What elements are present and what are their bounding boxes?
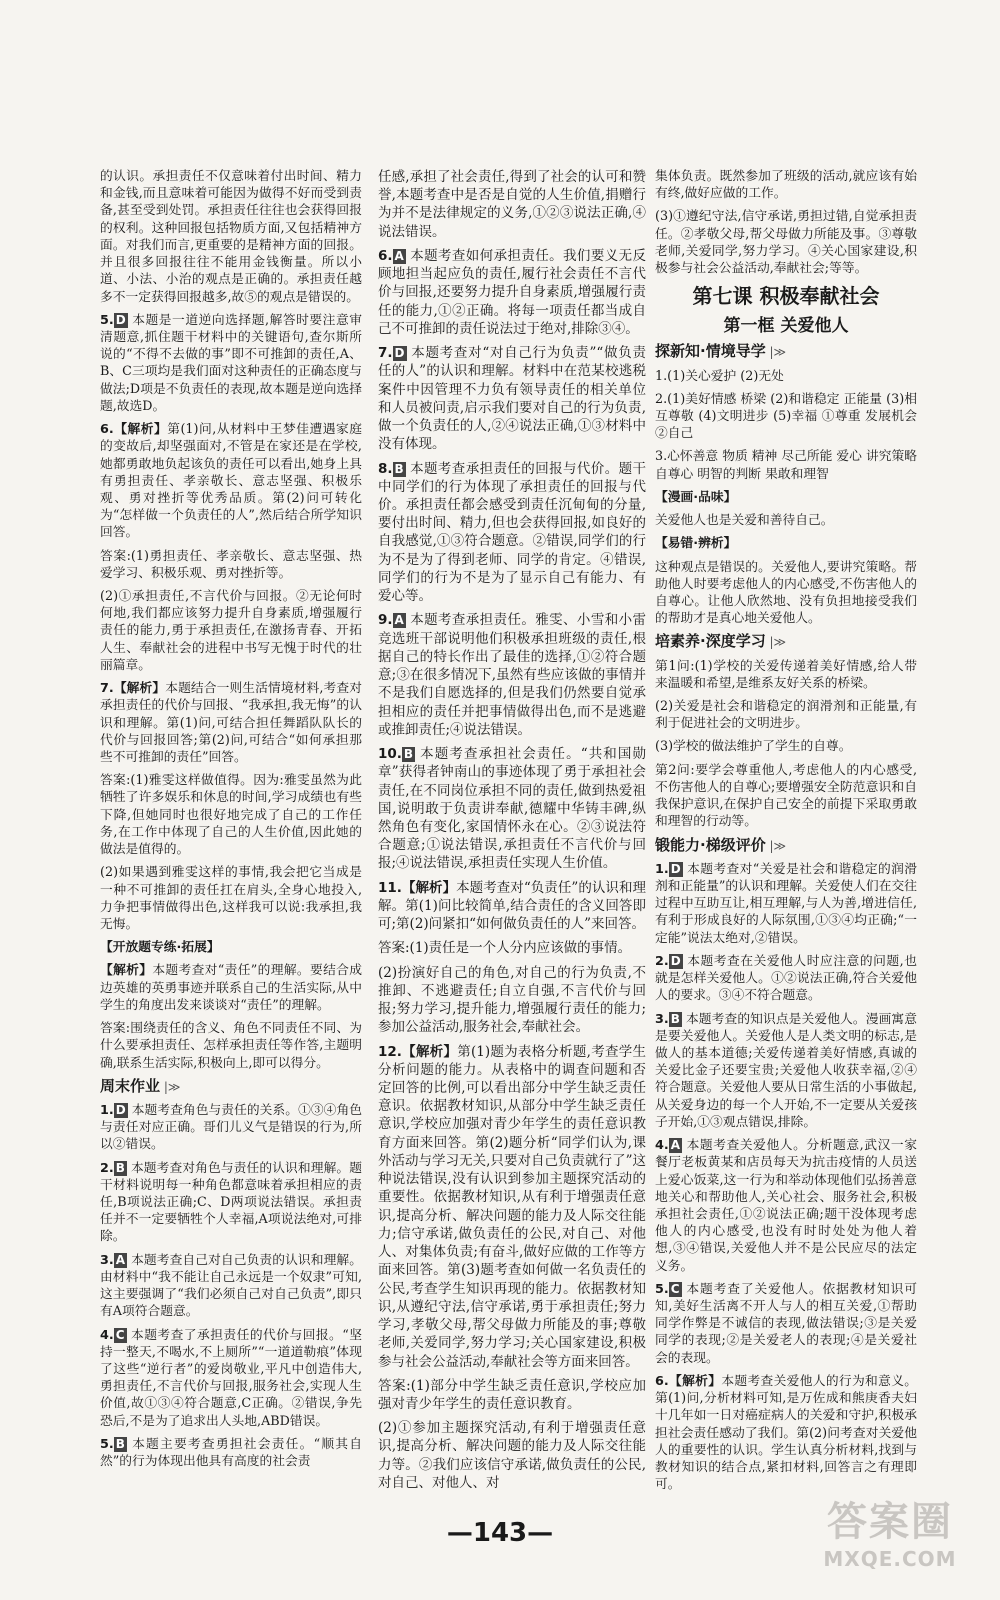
paragraph: 答案:围绕责任的含义、角色不同责任不同、为什么要承担责任、怎样承担责任等作答,主题明确,联系生活实际,积极向上,即可以得分。: [100, 1021, 362, 1071]
answer-letter-badge: C: [670, 1281, 680, 1296]
question-number: 4.: [100, 1327, 114, 1343]
answer-item: [378, 1043, 646, 1371]
question-number: 6.: [378, 247, 393, 264]
question-number: 5.: [100, 1436, 114, 1452]
paragraph: (2)①承担责任,不言代价与回报。②无论何时何地,我们都应该努力提升自身素质,增强履行责任的能力,勇于承担责任,在激扬青春、开拓人生、奉献社会的进程中书写无愧于时代的壮丽篇章。: [100, 589, 362, 673]
question-number: 10.: [378, 746, 402, 763]
answer-text: 本题考查了承担责任的代价与回报。“坚持一整天,不喝水,不上厕所”“一道道勒痕”体现了这些“逆行者”的爱岗敬业,平凡中创造伟大,勇担责任,不言代价与回报,服务社会,实现人生价值,故①③④符合题意,C正确。②错误,争先恐后,不是为了追求出人头地,ABD错误。: [100, 1327, 362, 1429]
answer-item: [100, 1160, 362, 1246]
answer-text: 本题考查承担责任。雅雯、小雪和小雷竞选班干部说明他们积极承担班级的责任,根据自己的特长作出了最佳的选择,①②符合题意;③在很多情况下,虽然有些应该做的事情并不是我们自愿选择的,但是我们仍然要自觉承担相应的责任并把事情做得出色,而不是逃避或推卸责任;④说法错误。: [378, 612, 646, 738]
answer-text: 本题是一道逆向选择题,解答时要注意审清题意,抓住题干材料中的关键语句,查尔斯所说的“不得不去做的事”即不可推卸的责任,A、B、C三项均是我们面对这种责任的正确态度与做法;D项是不负责任的表现,故本题是逆向选择题,故选D。: [100, 312, 362, 414]
paragraph: (2)扮演好自己的角色,对自己的行为负责,不推卸、不逃避责任;自立自强,不言代价与回报;努力学习,提升能力,增强履行责任的能力;参加公益活动,服务社会,奉献社会。: [378, 964, 646, 1036]
paragraph: 的认识。承担责任不仅意味着付出时间、精力和金钱,而且意味着可能因为做得不好而受到责备,甚至受到处罚。承担责任往往也会获得回报的权利。这种回报包括物质方面,又包括精神方面。对我们而言,更重要的是精神方面的回报。并且很多回报往往不能用金钱衡量。所以小道、小法、小治的观点是正确的。承担责任越多不一定获得回报越多,故⑤的观点是错误的。: [100, 169, 362, 305]
paragraph: (3)①遵纪守法,信守承诺,勇担过错,自觉承担责任。②孝敬父母,帮父母做力所能及事。③尊敬老师,关爱同学,努力学习。④关心国家建设,积极参与社会公益活动,奉献社会;等等。: [655, 209, 917, 277]
paragraph: 任感,承担了社会责任,得到了社会的认可和赞誉,本题考查中是否是自觉的人生价值,捐赠行为并不是法律规定的义务,①②③说法正确,④说法错误。: [378, 169, 646, 240]
answer-text: 本题考查角色与责任的关系。①③④角色与责任对应正确。哥们儿义气是错误的行为,所以②错误。: [100, 1102, 362, 1153]
answer-item: [655, 953, 917, 1005]
answer-letter-badge: B: [670, 1011, 680, 1026]
section-heading: 周末作业 |≫: [100, 1078, 362, 1096]
answer-item: [378, 745, 646, 873]
question-number: 1.: [100, 1102, 114, 1118]
answer-text: 本题主要考查勇担社会责任。“顺其自然”的行为体现出他具有高度的社会责: [100, 1436, 362, 1470]
question-number: 7.: [100, 681, 114, 697]
answer-text: 本题考查关爱他人的行为和意义。第(1)问,分析材料可知,是万佐成和熊庚香夫妇十几年如一日对癌症病人的关爱和守护,积极承担社会责任感动了我们。第(2)问考查对关爱他人的重要性的认识。学生认真分析材料,找到与教材知识的结合点,紧扣材料,回答言之有理即可。: [655, 1373, 918, 1493]
question-number: 9.: [378, 612, 393, 629]
answer-item: [655, 861, 917, 947]
question-number: 3.: [655, 1011, 669, 1027]
answer-letter-badge: D: [670, 861, 681, 876]
subsection-heading: 【开放题专练·拓展】: [100, 940, 220, 956]
question-number: 2.: [655, 953, 669, 969]
subsection-heading: 【易错·辨析】: [655, 536, 737, 552]
answer-letter-badge: A: [394, 248, 404, 263]
paragraph: 3.心怀善意 物质 精神 尽己所能 爱心 讲究策略 自尊心 明智的判断 果敢和理智: [655, 449, 917, 482]
answer-text: 本题考查对“关爱是社会和谐稳定的润滑剂和正能量”的认识和理解。关爱使人们在交往过程中互助互让,相互理解,与人为善,增进信任,有利于形成良好的人际氛围,①③④均正确;“一定能”说法太绝对,②错误。: [655, 861, 917, 946]
paragraph: (3)学校的做法维护了学生的自尊。: [655, 739, 852, 755]
answer-text: 本题考查对“责任”的理解。要结合成边英雄的英勇事迹并联系自己的生活实际,从中学生的角度出发来谈谈对“责任”的理解。: [100, 963, 362, 1013]
answer-item: [100, 1436, 362, 1470]
answer-text: 本题考查对“负责任”的认识和理解。第(1)问比较简单,结合责任的含义回答即可;第(2)问紧扣“如何做负责任的人”来回答。: [378, 879, 646, 933]
paragraph: 1.(1)关心爱护 (2)无处: [655, 368, 784, 384]
answer-item: [378, 344, 646, 453]
answer-text: 本题考查对角色与责任的认识和理解。题干材料说明每一种角色都意味着承担相应的责任,B项说法正确;C、D两项说法错误。承担责任并不一定要牺牲个人幸福,A项说法绝对,可排除。: [100, 1160, 362, 1245]
answer-item: [100, 962, 362, 1014]
paragraph: (2)如果遇到雅雯这样的事情,我会把它当成是一种不可推卸的责任扛在肩头,全身心地投入,力争把事情做得出色,这样我可以说:我承担,我无悔。: [100, 865, 362, 932]
question-number: 7.: [378, 345, 393, 362]
answer-item: [378, 879, 646, 934]
answer-item: [100, 312, 362, 415]
analysis-label: 【解析】: [401, 879, 457, 896]
watermark-logo: [810, 1490, 970, 1590]
answer-letter-badge: D: [394, 346, 405, 361]
paragraph: (2)①参加主题探究活动,有利于增强责任意识,提高分析、解决问题的能力及人际交往能力等。②我们应该信守承诺,做负责任的公民,对自己、对他人、对: [378, 1420, 646, 1491]
paragraph: 答案:(1)部分中学生缺乏责任意识,学校应加强对青少年学生的责任意识教育。: [378, 1377, 646, 1412]
answer-item: [655, 1373, 917, 1494]
answer-item: [100, 1327, 362, 1430]
answer-item: [100, 680, 362, 766]
answer-letter-badge: B: [394, 461, 404, 476]
answer-letter-badge: B: [403, 747, 414, 762]
watermark-url: MXQE.COM: [823, 1547, 957, 1571]
answer-text: 本题考查承担责任的回报与代价。题干中同学们的行为体现了承担责任的回报与代价。承担责任都会感受到责任沉甸甸的分量,要付出时间、精力,但也会获得回报,如良好的自我感觉,①③符合题意。②错误,同学们的行为不是为了得到老师、同学的肯定。④错误,同学们的行为不是为了显示自己有能力、有爱心等。: [378, 460, 646, 605]
question-number: 2.: [100, 1160, 114, 1176]
question-number: 5.: [655, 1281, 669, 1297]
lesson-title: 第七课 积极奉献社会: [692, 284, 880, 309]
column-middle: [378, 168, 646, 1498]
analysis-label: 【解析】: [668, 1373, 722, 1389]
answer-item: [100, 1102, 362, 1154]
answer-text: 第(1)题为表格分析题,考查学生分析问题的能力。从表格中的调查问题和否定回答的比例,可以看出部分中学生缺乏责任意识。依据教材知识,从部分中学生缺乏责任意识,学校应加强对青少年学生的责任意识教育方面来回答。第(2)题分析“同学们认为,课外活动与学习无关,只要对自己负责就行了”这种说法错误,没有认识到参加主题探究活动的重要性。依据教材知识,从有利于增强责任意识,提高分析、解决问题的能力及人际交往能力;信守承诺,做负责任的公民,对自己、对他人、对集体负责;有奋斗,做好应做的工作等方面来回答。第(3)题考查如何做一名负责任的公民,考查学生知识再现的能力。依据教材知识,从遵纪守法,信守承诺,勇于承担责任;努力学习,孝敬父母,帮父母做力所能及的事;尊敬老师,关爱同学,努力学习;关心国家建设,积极参与社会公益活动,奉献社会等方面来回答。: [378, 1043, 646, 1370]
analysis-label: 【解析】: [401, 1043, 458, 1060]
paragraph: 2.(1)美好情感 桥梁 (2)和谐稳定 正能量 (3)相互尊敬 (4)文明进步 (5)幸福 ①尊重 发展机会 ②自己: [655, 391, 917, 442]
analysis-label: 【解析】: [100, 963, 153, 979]
watermark-text: 答案圈: [827, 1499, 953, 1545]
answer-item: [655, 1281, 917, 1367]
answer-letter-badge: A: [670, 1138, 681, 1153]
answer-text: 本题考查在关爱他人时应注意的问题,也就是怎样关爱他人。①②说法正确,符合关爱他人的要求。③④不符合题意。: [655, 953, 917, 1004]
paragraph: (2)关爱是社会和谐稳定的润滑剂和正能量,有利于促进社会的文明进步。: [655, 699, 917, 732]
column-left: [100, 168, 362, 1476]
answer-item: [655, 1011, 917, 1132]
answer-letter-badge: B: [115, 1436, 125, 1451]
answer-item: [100, 1252, 362, 1321]
lesson-subtitle: 第一框 关爱他人: [723, 316, 849, 337]
subsection-heading: 【漫画·品味】: [655, 489, 737, 505]
paragraph: 答案:(1)雅雯这样做值得。因为:雅雯虽然为此牺牲了许多娱乐和休息的时间,学习成绩也有些下降,但她同时也很好地完成了自己的工作任务,在工作中体现了自己的人生价值,因此她的做法是值得的。: [100, 773, 362, 858]
analysis-label: 【解析】: [113, 681, 166, 697]
paragraph: 第2问:要学会尊重他人,考虑他人的内心感受,不伤害他人的自尊心;要增强安全防范意识和自我保护意识,在保护自己安全的前提下采取勇敢和理智的行动等。: [655, 762, 917, 830]
answer-item: [378, 611, 646, 739]
answer-text: 本题考查对“对自己行为负责”“做负责任的人”的认识和理解。材料中在范某校逃税案件中因管理不力负有领导责任的相关单位和人员被问责,启示我们要对自己的行为负责,做一个负责任的人,②④说法正确,①③材料中没有体现。: [378, 345, 646, 453]
question-number: 6.: [100, 422, 114, 438]
question-number: 3.: [100, 1252, 114, 1268]
question-number: 6.: [655, 1373, 669, 1389]
section-heading: 培素养·深度学习 |≫: [655, 633, 917, 651]
page-number: —143—: [446, 1518, 554, 1548]
answer-letter-badge: A: [394, 613, 404, 628]
answer-text: 本题考查如何承担责任。我们要义无反顾地担当起应负的责任,履行社会责任不言代价与回报,还要努力提升自身素质,增强履行责任的能力,①②正确。将每一项责任都当成自己不可推卸的责任说法过于绝对,排除③④。: [378, 247, 646, 337]
question-number: 4.: [655, 1138, 669, 1154]
answer-text: 本题考查了关爱他人。依据教材知识可知,美好生活离不开人与人的相互关爱,①帮助同学作弊是不诚信的表现,做法错误;③是关爱同学的表现;②是关爱老人的表现;④是关爱社会的表现。: [655, 1281, 917, 1366]
section-heading: 锻能力·梯级评价 |≫: [655, 837, 917, 855]
answer-item: [378, 460, 646, 606]
question-number: 11.: [378, 879, 402, 896]
question-number: 5.: [100, 312, 114, 328]
question-number: 8.: [378, 460, 393, 477]
question-number: 12.: [378, 1043, 402, 1060]
answer-item: [655, 1137, 917, 1275]
answer-text: 本题考查的知识点是关爱他人。漫画寓意是要关爱他人。关爱他人是人类文明的标志,是做人的基本道德;关爱传递着美好情感,真诚的关爱比金子还要宝贵;关爱他人收获幸福,②④符合题意。关爱他人要从日常生活的小事做起,从关爱身边的每一个人开始,不一定要从关爱孩子开始,①③观点错误,排除。: [655, 1011, 917, 1130]
answer-text: 本题结合一则生活情境材料,考查对承担责任的代价与回报、“我承担,我无悔”的认识和理解。第(1)问,可结合担任舞蹈队队长的代价与回报回答;第(2)问,可结合“如何承担那些不可推卸的责任”回答。: [100, 681, 362, 765]
answer-item: [378, 247, 646, 338]
answer-letter-badge: D: [115, 312, 126, 327]
answer-letter-badge: C: [115, 1327, 125, 1342]
question-number: 1.: [655, 861, 669, 877]
paragraph: 第1问:(1)学校的关爱传递着美好情感,给人带来温暖和希望,是维系友好关系的桥梁。: [655, 658, 917, 691]
paragraph: 这种观点是错误的。关爱他人,要讲究策略。帮助他人时要考虑他人的内心感受,不伤害他人的自尊心。让他人欣然地、没有负担地接受我们的帮助才是真心地关爱他人。: [655, 559, 917, 627]
answer-text: 第(1)问,从材料中王梦佳遭遇家庭的变故后,却坚强面对,不管是在家还是在学校,她都勇敢地负起该负的责任可以看出,她身上具有勇担责任、孝亲敬长、意志坚强、积极乐观、勇对挫折等优秀品质。第(2)问可转化为“怎样做一个负责任的人”,然后结合所学知识回答。: [100, 422, 362, 541]
answer-letter-badge: B: [115, 1160, 125, 1175]
answer-item: [100, 421, 362, 542]
answer-letter-badge: D: [670, 953, 681, 968]
answer-text: 本题考查自己对自己负责的认识和理解。由材料中“我不能让自己永远是一个奴隶”可知,这主要强调了“我们必须自己对自己负责”,即只有A项符合题意。: [100, 1252, 362, 1320]
answer-letter-badge: A: [115, 1252, 126, 1267]
column-right: [655, 168, 917, 1499]
answer-text: 本题考查承担社会责任。“共和国勋章”获得者钟南山的事迹体现了勇于承担社会责任,在不同岗位承担不同的责任,做到热爱祖国,说明敢于负责讲奉献,德耀中华铸丰碑,纵然角色有变化,家国情怀永在心。②③说法符合题意;①说法错误,承担责任不言代价与回报;④说法错误,承担责任实现人生价值。: [378, 746, 646, 872]
paragraph: 集体负责。既然参加了班级的活动,就应该有始有终,做好应做的工作。: [655, 169, 917, 202]
paragraph: 答案:(1)责任是一个人分内应该做的事情。: [378, 940, 632, 957]
paragraph: 关爱他人也是关爱和善待自己。: [655, 513, 834, 529]
analysis-label: 【解析】: [113, 422, 168, 438]
answer-letter-badge: D: [115, 1102, 126, 1117]
paragraph: 答案:(1)勇担责任、孝亲敬长、意志坚强、热爱学习、积极乐观、勇对挫折等。: [100, 548, 362, 581]
section-heading: 探新知·情境导学 |≫: [655, 343, 917, 361]
answer-text: 本题考查关爱他人。分析题意,武汉一家餐厅老板黄某和店员每天为抗击疫情的人员送上爱心饭菜,这一行为和举动体现他们弘扬善意地关心和帮助他人,关心社会、服务社会,积极承担社会责任,①②说法正确;题干没体现考虑他人的内心感受,也没有时时处处为他人着想,③④错误,关爱他人并不是公民应尽的法定义务。: [655, 1138, 917, 1274]
